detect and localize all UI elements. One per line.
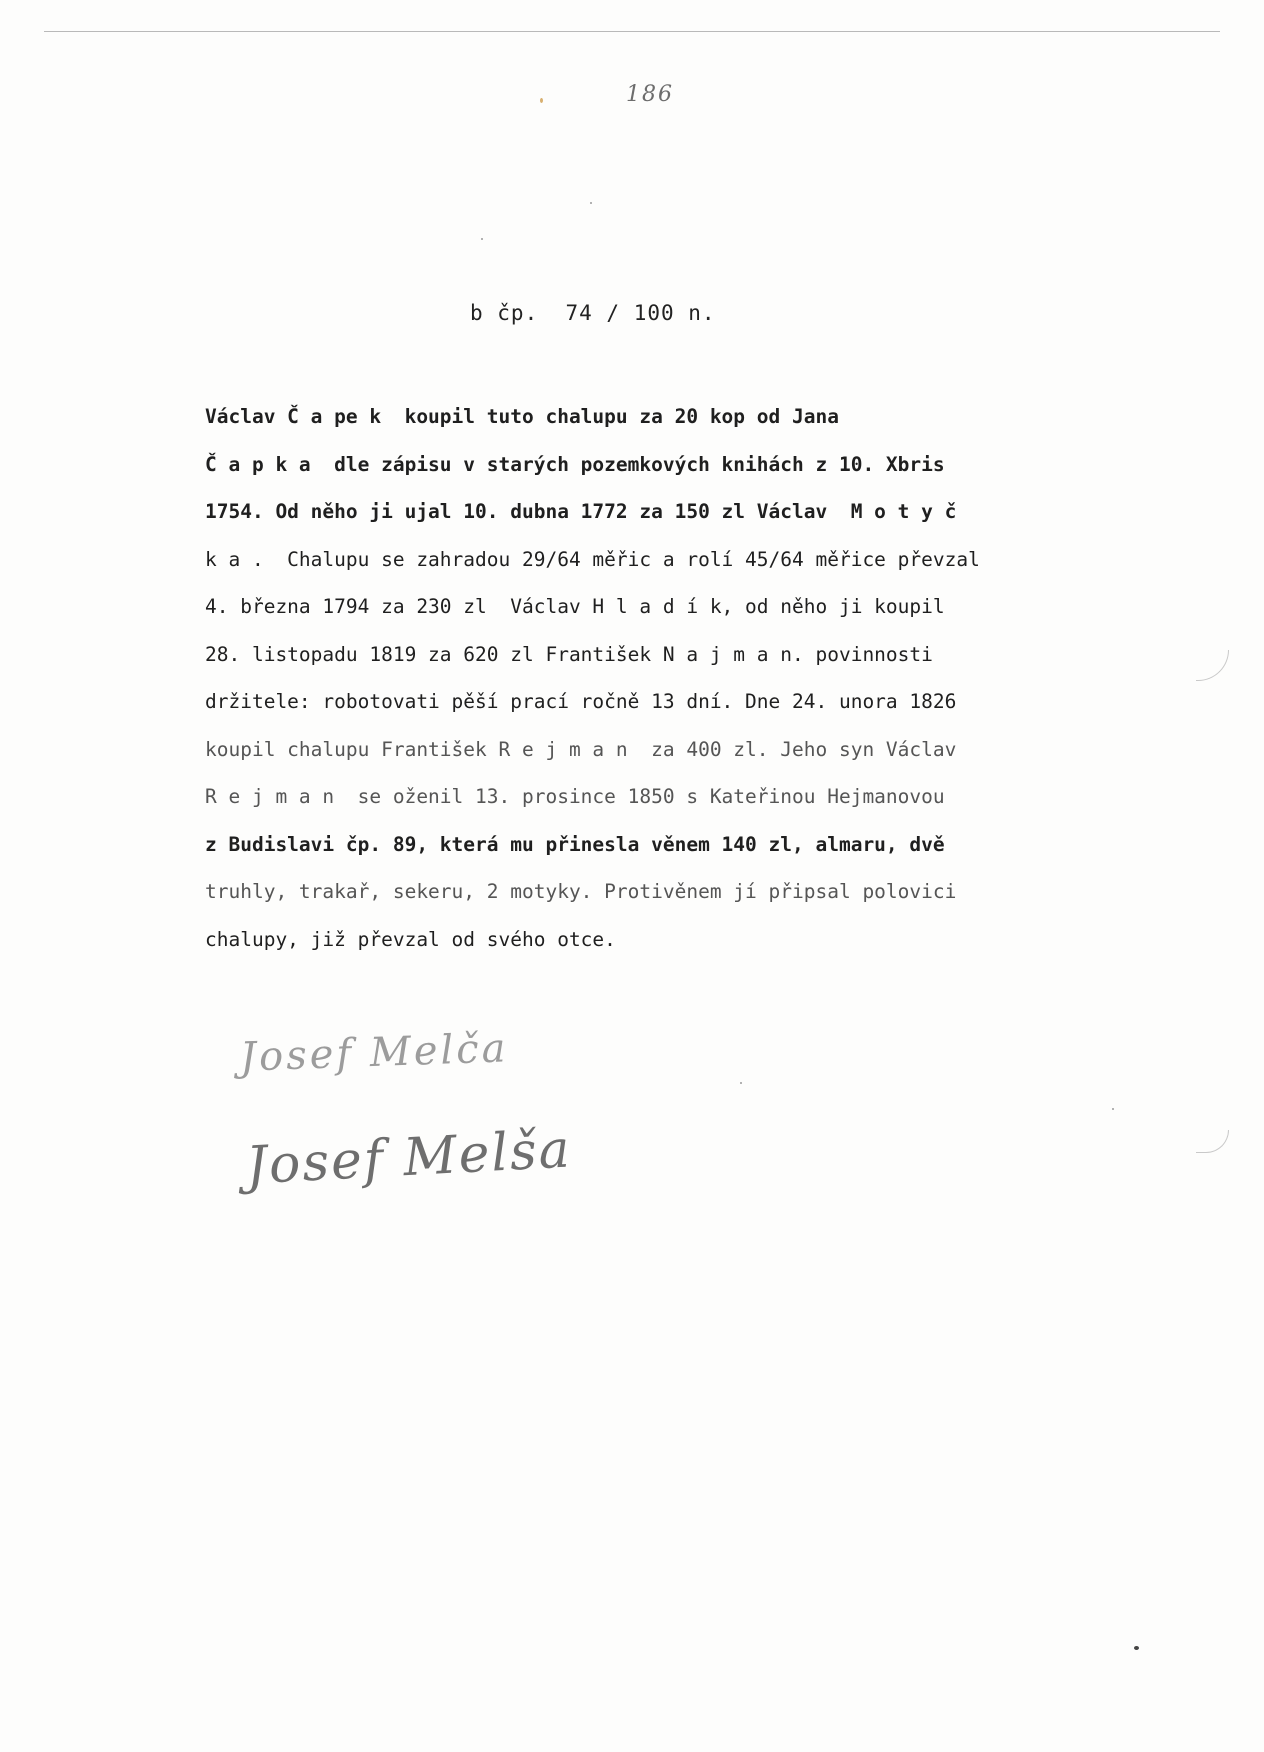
text-line: z Budislavi čp. 89, která mu přinesla věnem 140 zl, almaru, dvě [205, 832, 945, 856]
punch-hole-mark [1196, 1130, 1229, 1153]
speck [481, 238, 483, 240]
signature-faint: Josef Melča [239, 1025, 510, 1081]
record-heading: b čp. 74 / 100 n. [470, 301, 716, 325]
text-line: chalupy, již převzal od svého otce. [205, 927, 616, 951]
page-number: 186 [626, 82, 674, 107]
text-line: držitele: robotovati pěší prací ročně 13 dní. Dne 24. unora 1826 [205, 690, 957, 713]
speck [740, 1082, 742, 1084]
signature: Josef Melša [244, 1119, 574, 1197]
text-line: 28. listopadu 1819 za 620 zl František N a j m a n. povinnosti [205, 642, 933, 666]
text-line: 4. března 1794 za 230 zl Václav H l a d í k, od něho ji koupil [205, 595, 945, 618]
text-line: koupil chalupu František R e j m a n za 400 zl. Jeho syn Václav [205, 737, 957, 761]
speck [540, 98, 543, 103]
text-line: 1754. Od něho ji ujal 10. dubna 1772 za 150 zl Václav M o t y č [205, 500, 957, 523]
speck [590, 202, 592, 204]
record-body [205, 393, 1185, 963]
text-line: R e j m a n se oženil 13. prosince 1850 s Kateřinou Hejmanovou [205, 785, 945, 808]
text-line: truhly, trakař, sekeru, 2 motyky. Protivěnem jí připsal polovici [205, 880, 957, 903]
text-line: k a . Chalupu se zahradou 29/64 měřic a rolí 45/64 měřice převzal [205, 547, 980, 571]
top-rule [44, 31, 1220, 32]
speck [1134, 1646, 1139, 1650]
punch-hole-mark [1196, 650, 1229, 681]
speck [1112, 1108, 1114, 1110]
text-line: Václav Č a pe k koupil tuto chalupu za 20 kop od Jana [205, 405, 839, 428]
text-line: Č a p k a dle zápisu v starých pozemkových knihách z 10. Xbris [205, 452, 945, 476]
